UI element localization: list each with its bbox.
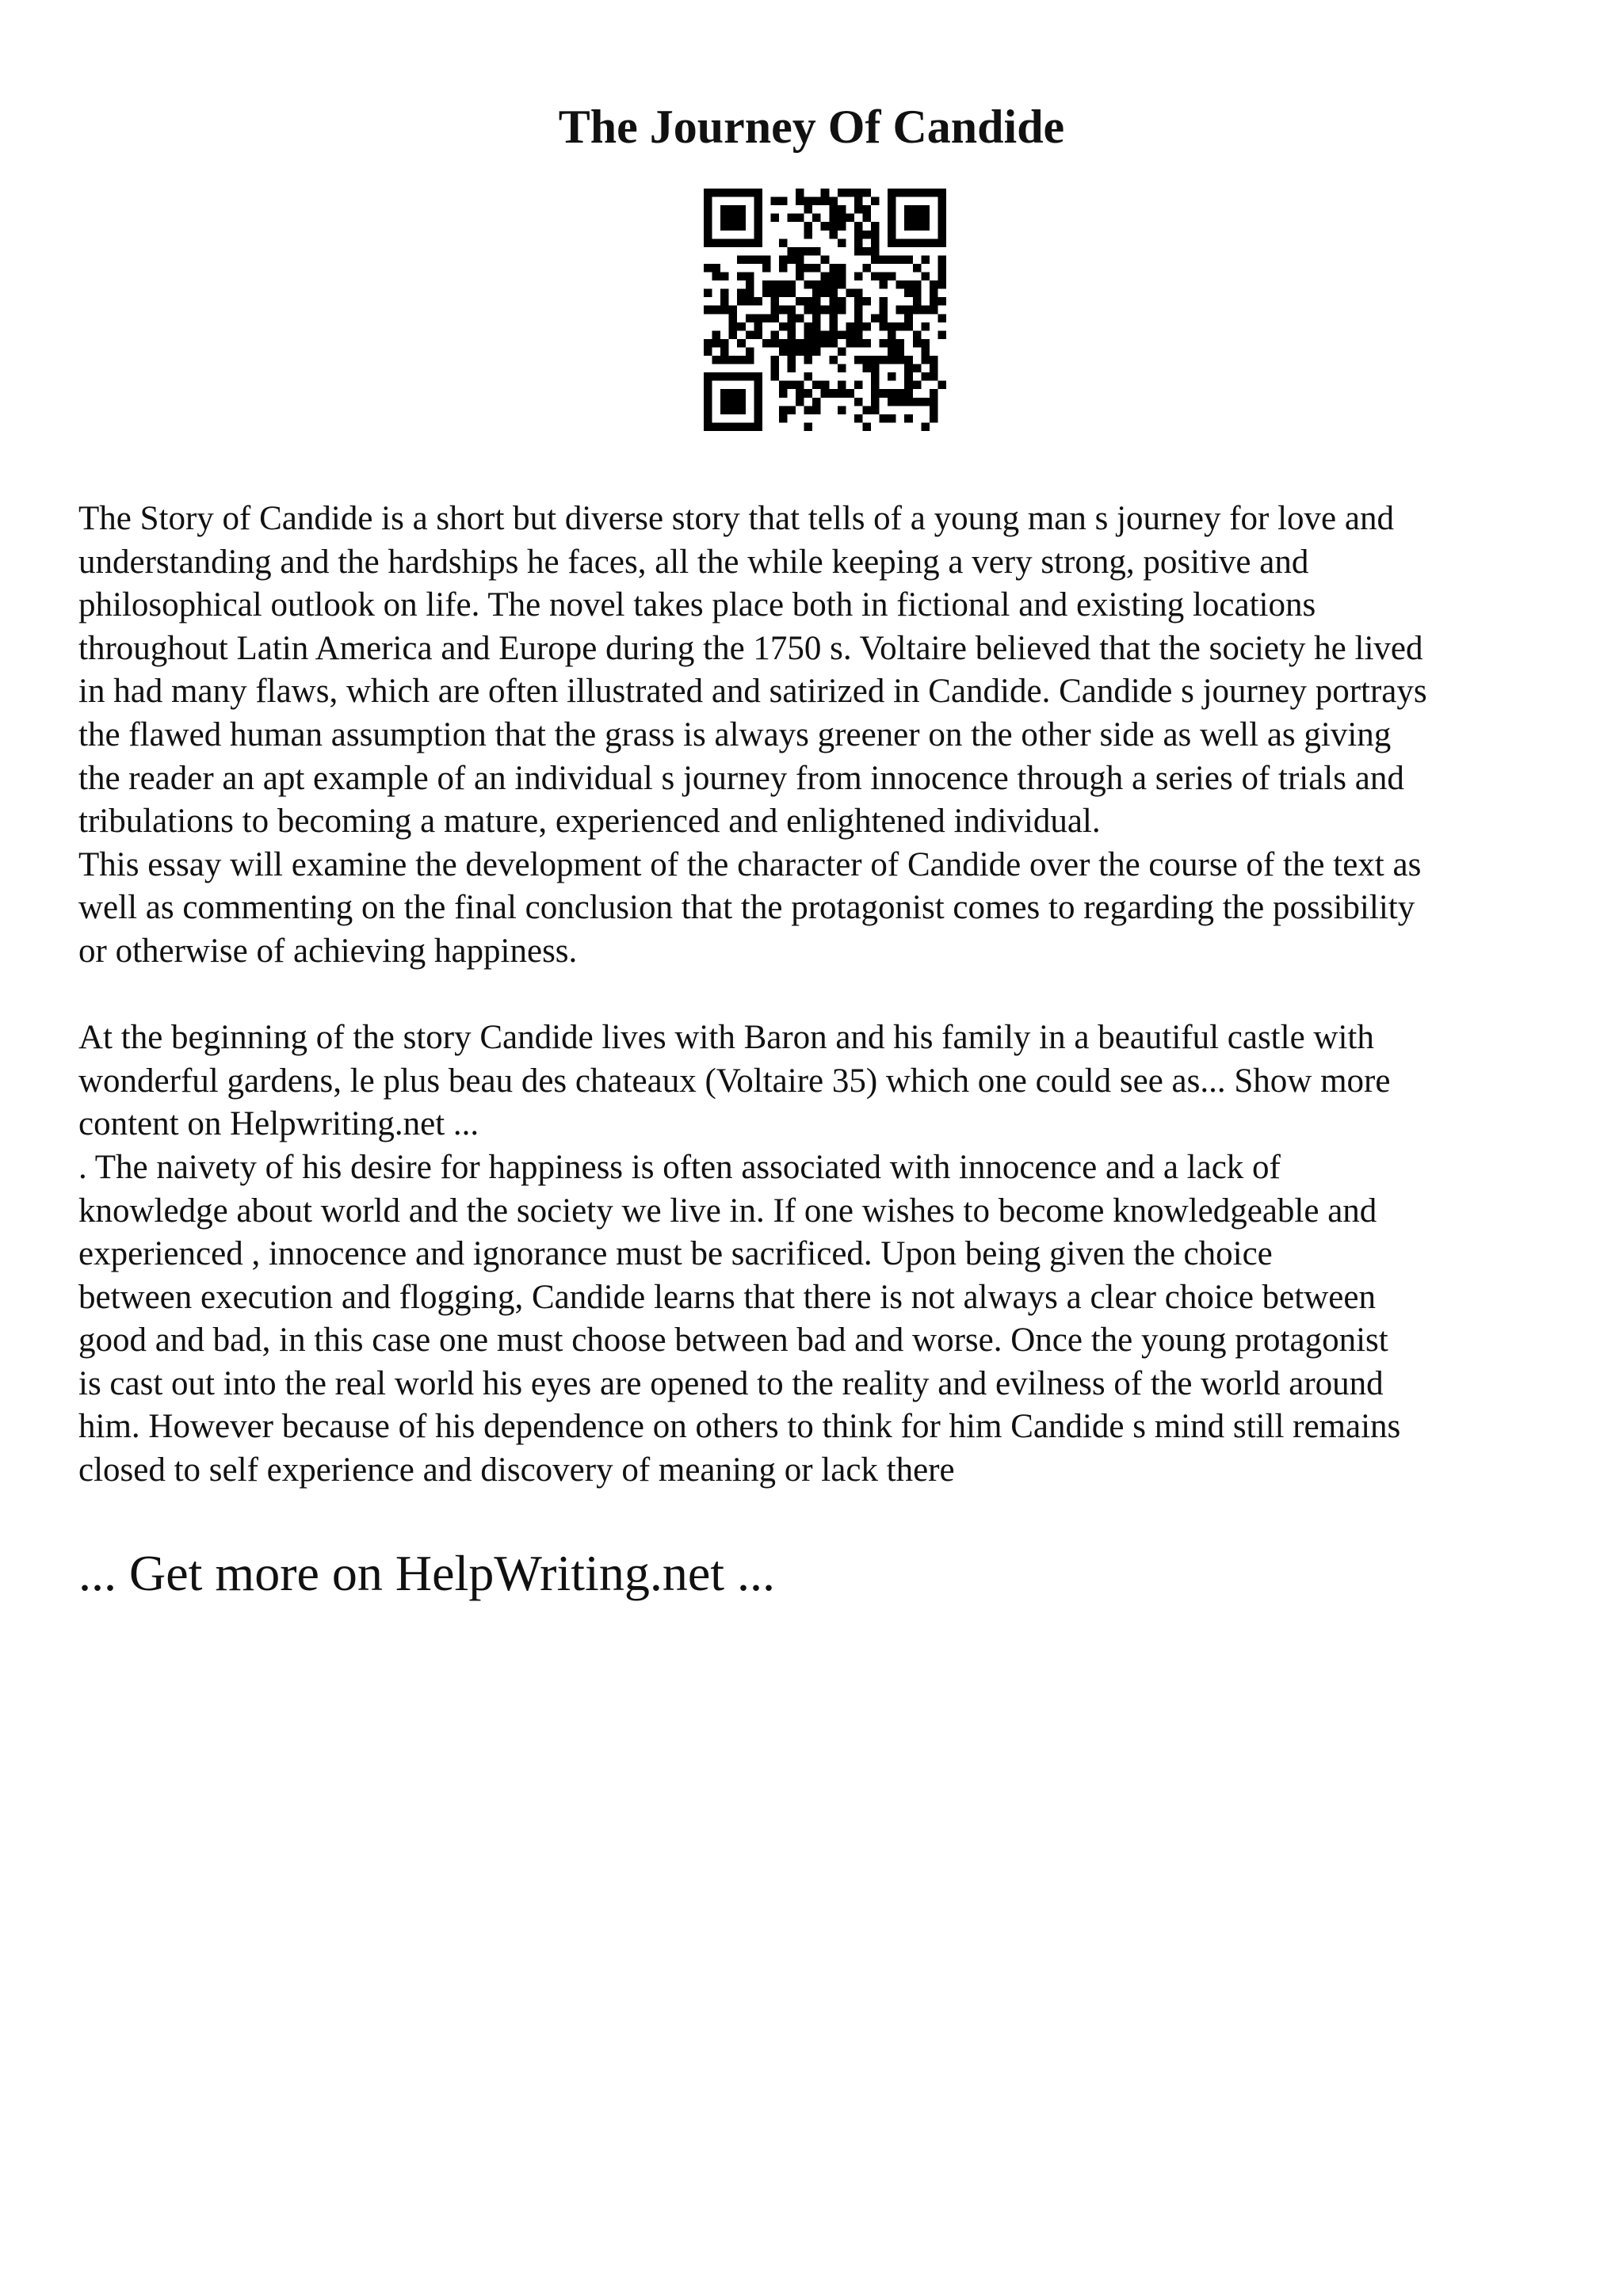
text-line: knowledge about world and the society we live in. If one wishes to become knowledgeable and bbox=[78, 1192, 1377, 1230]
text-line: At the beginning of the story Candide lives with Baron and his family in a beautiful castle with bbox=[78, 1019, 1374, 1057]
text-line: content on Helpwriting.net ... bbox=[78, 1105, 479, 1143]
text-line: tribulations to becoming a mature, experienced and enlightened individual. bbox=[78, 803, 1101, 841]
essay-body bbox=[78, 498, 1560, 1493]
document-title: The Journey Of Candide bbox=[558, 101, 1065, 153]
text-line: philosophical outlook on life. The novel takes place both in fictional and existing locations bbox=[78, 586, 1316, 624]
text-line: wonderful gardens, le plus beau des chateaux (Voltaire 35) which one could see as... Show more bbox=[78, 1062, 1391, 1100]
text-line: between execution and flogging, Candide learns that there is not always a clear choice between bbox=[78, 1278, 1376, 1316]
text-line: . The naivety of his desire for happiness is often associated with innocence and a lack of bbox=[78, 1148, 1281, 1186]
text-line: The Story of Candide is a short but diverse story that tells of a young man s journey for love and bbox=[78, 500, 1394, 537]
text-line: him. However because of his dependence on others to think for him Candide s mind still remains bbox=[78, 1408, 1401, 1446]
text-line: throughout Latin America and Europe during the 1750 s. Voltaire believed that the society he lived bbox=[78, 629, 1423, 667]
text-line: closed to self experience and discovery of meaning or lack there bbox=[78, 1451, 955, 1489]
text-line: good and bad, in this case one must choose between bad and worse. Once the young protagonist bbox=[78, 1322, 1388, 1360]
text-line: understanding and the hardships he faces, all the while keeping a very strong, positive and bbox=[78, 543, 1309, 581]
paragraph-1 bbox=[78, 498, 1560, 844]
text-line: experienced , innocence and ignorance must be sacrificed. Upon being given the choice bbox=[78, 1235, 1273, 1273]
paragraph-2 bbox=[78, 844, 1560, 974]
text-line: well as commenting on the final conclusion that the protagonist comes to regarding the possibility bbox=[78, 889, 1415, 927]
text-line: the flawed human assumption that the grass is always greener on the other side as well as giving bbox=[78, 715, 1392, 753]
text-line: in had many flaws, which are often illustrated and satirized in Candide. Candide s journey portrays bbox=[78, 673, 1427, 711]
text-line: or otherwise of achieving happiness. bbox=[78, 932, 578, 970]
paragraph-3 bbox=[78, 1016, 1560, 1146]
get-more-link[interactable]: ... Get more on HelpWriting.net ... bbox=[78, 1545, 775, 1601]
text-line: is cast out into the real world his eyes are opened to the reality and evilness of the world around bbox=[78, 1364, 1384, 1402]
paragraph-4 bbox=[78, 1146, 1560, 1493]
paragraph-spacer bbox=[78, 974, 1560, 1017]
qr-code-icon bbox=[704, 189, 946, 431]
text-line: the reader an apt example of an individual s journey from innocence through a series of trials and bbox=[78, 759, 1404, 797]
text-line: This essay will examine the development of the character of Candide over the course of the text as bbox=[78, 845, 1422, 883]
